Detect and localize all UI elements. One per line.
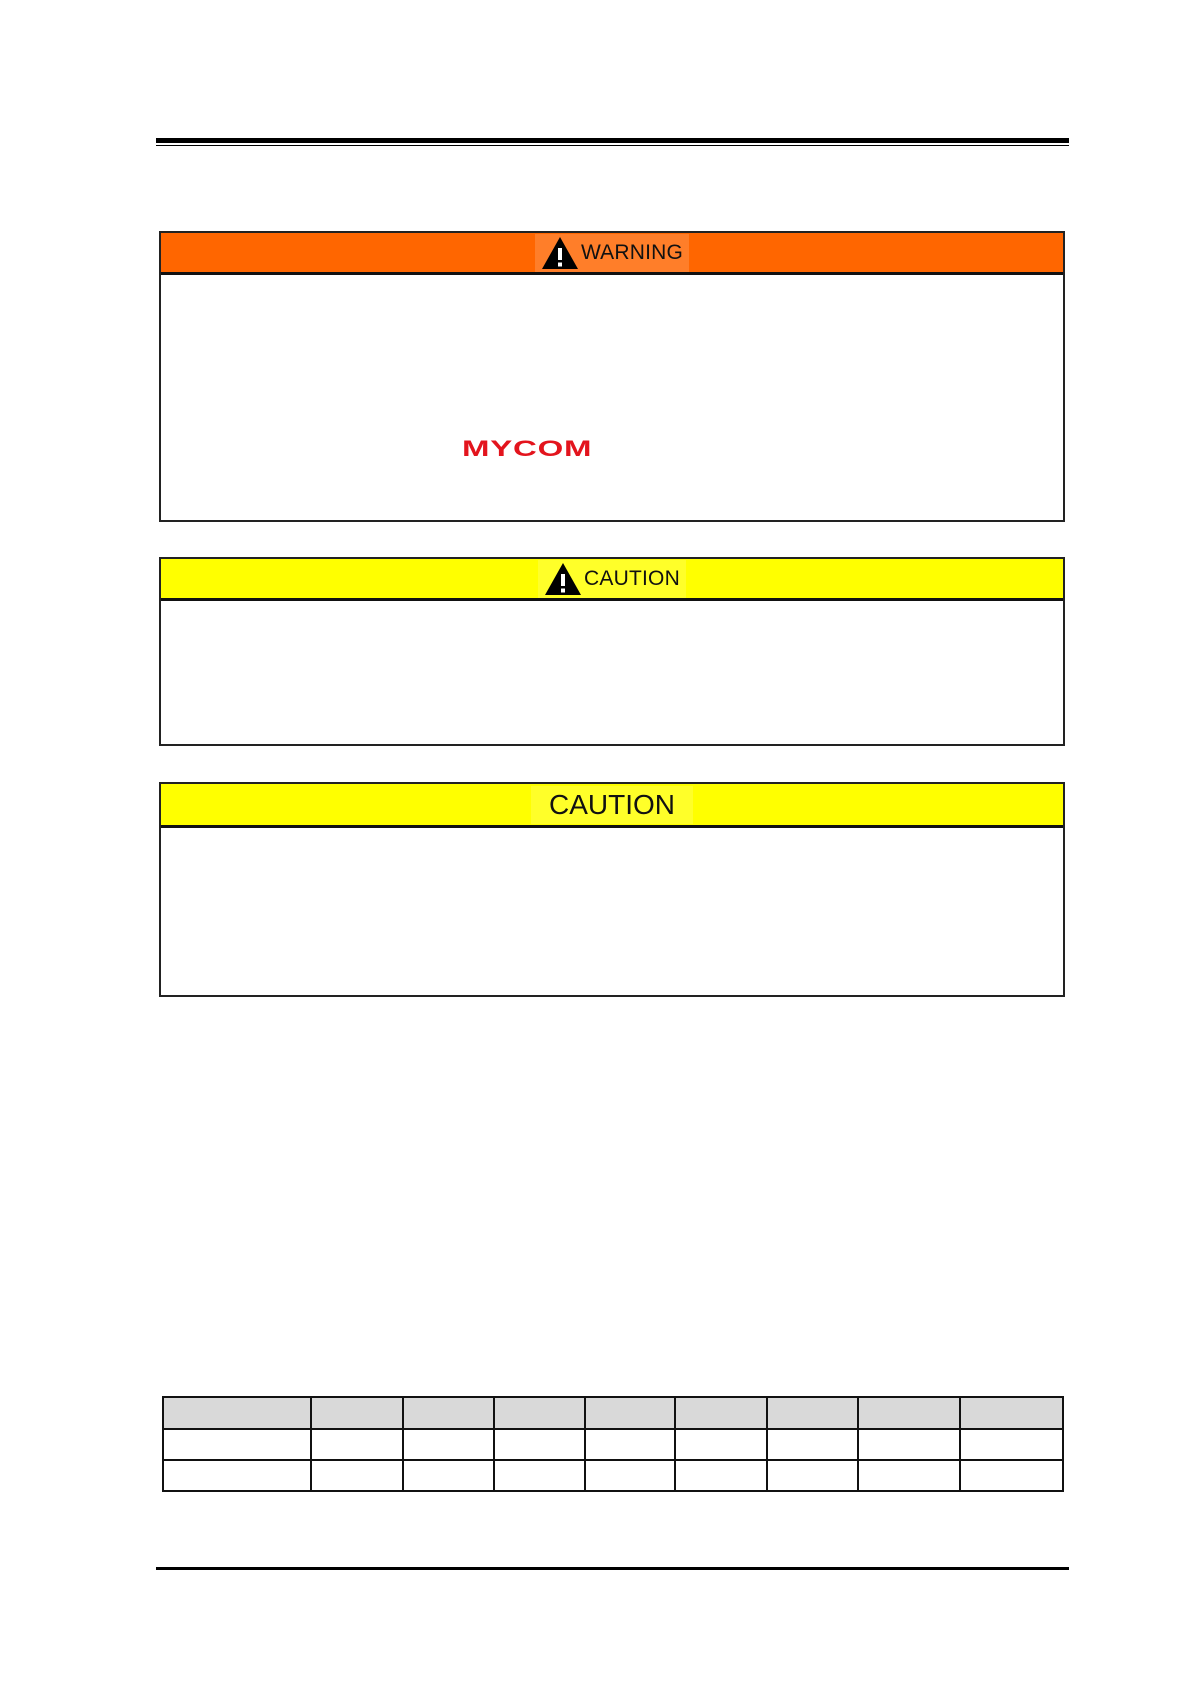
- table-cell: [311, 1460, 403, 1491]
- table-header-row: [163, 1397, 1063, 1429]
- table-cell: [960, 1460, 1063, 1491]
- table-header-cell: [675, 1397, 767, 1429]
- table-row: [163, 1460, 1063, 1491]
- spec-table: [162, 1396, 1064, 1492]
- footer-rule: [156, 1567, 1069, 1570]
- warning-title: WARNING: [580, 240, 684, 264]
- caution-plain-label: [531, 786, 693, 824]
- table-header-cell: [585, 1397, 675, 1429]
- table-cell: [767, 1460, 858, 1491]
- table-cell: [403, 1460, 494, 1491]
- table-header-cell: [767, 1397, 858, 1429]
- warning-triangle-icon: [544, 562, 582, 596]
- caution-box: [159, 557, 1065, 746]
- table-cell: [494, 1460, 585, 1491]
- table-cell: [585, 1429, 675, 1460]
- table-cell: [858, 1429, 960, 1460]
- caution-plain-body: [161, 828, 1063, 995]
- table-header-cell: [960, 1397, 1063, 1429]
- table-cell: [675, 1460, 767, 1491]
- warning-label: [535, 234, 689, 272]
- caution-header: [161, 559, 1063, 601]
- caution-box-plain: [159, 782, 1065, 997]
- table-cell: [163, 1429, 311, 1460]
- table-cell: [163, 1460, 311, 1491]
- caution-plain-header: [161, 784, 1063, 828]
- table-cell: [403, 1429, 494, 1460]
- warning-header: [161, 233, 1063, 275]
- table-cell: [675, 1429, 767, 1460]
- table-cell: [960, 1429, 1063, 1460]
- table-cell: [767, 1429, 858, 1460]
- caution-title: CAUTION: [584, 566, 680, 590]
- table-cell: [494, 1429, 585, 1460]
- header-rule: [156, 138, 1069, 143]
- table-header-cell: [494, 1397, 585, 1429]
- header-rule-thin: [156, 145, 1069, 146]
- warning-body: [161, 275, 1063, 520]
- table-cell: [311, 1429, 403, 1460]
- table-row: [163, 1429, 1063, 1460]
- table-header-cell: [858, 1397, 960, 1429]
- warning-triangle-icon: [541, 236, 579, 270]
- caution-body: [161, 601, 1063, 744]
- table-cell: [585, 1460, 675, 1491]
- mycom-logo: MYCOM: [462, 436, 593, 461]
- caution-label: [538, 560, 686, 598]
- warning-box: [159, 231, 1065, 522]
- caution-plain-title: CAUTION: [549, 788, 675, 820]
- table-header-cell: [311, 1397, 403, 1429]
- table-header-cell: [163, 1397, 311, 1429]
- table-cell: [858, 1460, 960, 1491]
- table-header-cell: [403, 1397, 494, 1429]
